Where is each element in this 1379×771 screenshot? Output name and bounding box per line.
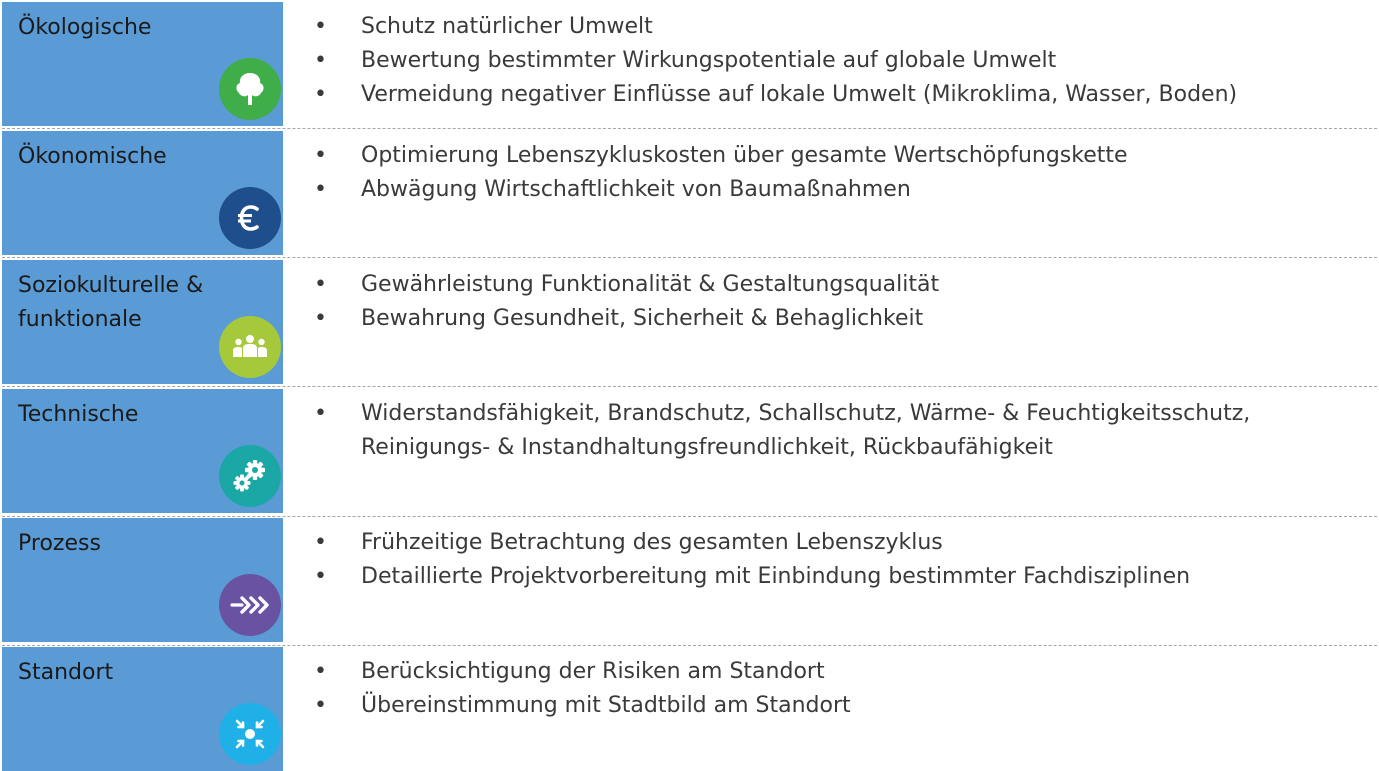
criteria-row-standort [0, 647, 1379, 771]
people-icon [219, 316, 281, 378]
tree-icon [219, 58, 281, 120]
list-item [306, 139, 1371, 173]
bullet-text: Vermeidung negativer Einflüsse auf lokale Umwelt (Mikroklima, Wasser, Boden) [361, 82, 1238, 107]
bullet-dot: • [314, 177, 327, 202]
category-label: Prozess [18, 531, 101, 556]
category-box [2, 518, 283, 642]
bullet-list [306, 139, 1371, 207]
bullet-dot: • [314, 82, 327, 107]
bullet-dot: • [314, 564, 327, 589]
criteria-row-oekologische [0, 2, 1379, 126]
bullet-text: Frühzeitige Betrachtung des gesamten Lebenszyklus [361, 530, 943, 555]
arrows-forward-icon [219, 574, 281, 636]
bullet-list [306, 526, 1371, 594]
bullet-text: Optimierung Lebenszykluskosten über gesamte Wertschöpfungskette [361, 143, 1128, 168]
criteria-row-soziokulturelle [0, 260, 1379, 384]
list-item [306, 655, 1371, 689]
list-item [306, 78, 1371, 112]
category-box [2, 260, 283, 384]
bullet-text: Bewahrung Gesundheit, Sicherheit & Behaglichkeit [361, 306, 924, 331]
bullet-list [306, 655, 1371, 723]
category-label: Ökonomische [18, 144, 167, 169]
row-divider [2, 516, 1377, 517]
bullet-list [306, 268, 1371, 336]
row-divider [2, 128, 1377, 129]
row-divider [2, 645, 1377, 646]
gears-icon [219, 445, 281, 507]
category-box [2, 2, 283, 126]
row-divider [2, 386, 1377, 387]
category-label: Ökologische [18, 15, 152, 40]
category-label: Technische [18, 402, 139, 427]
euro-icon [219, 187, 281, 249]
bullet-text: Gewährleistung Funktionalität & Gestaltungsqualität [361, 272, 940, 297]
list-item [306, 302, 1371, 336]
criteria-row-technische [0, 389, 1379, 513]
criteria-row-oekonomische [0, 131, 1379, 255]
category-box [2, 647, 283, 771]
category-box [2, 389, 283, 513]
bullet-dot: • [314, 14, 327, 39]
bullet-text: Übereinstimmung mit Stadtbild am Standort [361, 693, 851, 718]
bullet-text: Abwägung Wirtschaftlichkeit von Baumaßnahmen [361, 177, 911, 202]
bullet-dot: • [314, 693, 327, 718]
list-item [306, 689, 1371, 723]
list-item [306, 397, 1371, 465]
list-item [306, 268, 1371, 302]
row-divider [2, 257, 1377, 258]
list-item [306, 560, 1371, 594]
bullet-dot: • [314, 306, 327, 331]
category-label: Standort [18, 660, 114, 685]
list-item [306, 526, 1371, 560]
bullet-dot: • [314, 272, 327, 297]
criteria-row-prozess [0, 518, 1379, 642]
bullet-dot: • [314, 401, 327, 426]
bullet-dot: • [314, 659, 327, 684]
bullet-text: Bewertung bestimmter Wirkungspotentiale auf globale Umwelt [361, 48, 1057, 73]
list-item [306, 173, 1371, 207]
category-box [2, 131, 283, 255]
bullet-text: Widerstandsfähigkeit, Brandschutz, Schallschutz, Wärme- & Feuchtigkeitsschutz, Reinigungs- & Instandhaltungsfreundlichkeit, Rückbaufähigkeit [361, 401, 1251, 460]
bullet-dot: • [314, 143, 327, 168]
bullet-text: Schutz natürlicher Umwelt [361, 14, 653, 39]
bullet-dot: • [314, 530, 327, 555]
bullet-dot: • [314, 48, 327, 73]
list-item [306, 44, 1371, 78]
bullet-list [306, 397, 1371, 465]
list-item [306, 10, 1371, 44]
bullet-text: Detaillierte Projektvorbereitung mit Einbindung bestimmter Fachdisziplinen [361, 564, 1191, 589]
bullet-text: Berücksichtigung der Risiken am Standort [361, 659, 825, 684]
bullet-list [306, 10, 1371, 112]
category-label: Soziokulturelle & funktionale [18, 273, 204, 332]
location-converge-icon [219, 703, 281, 765]
